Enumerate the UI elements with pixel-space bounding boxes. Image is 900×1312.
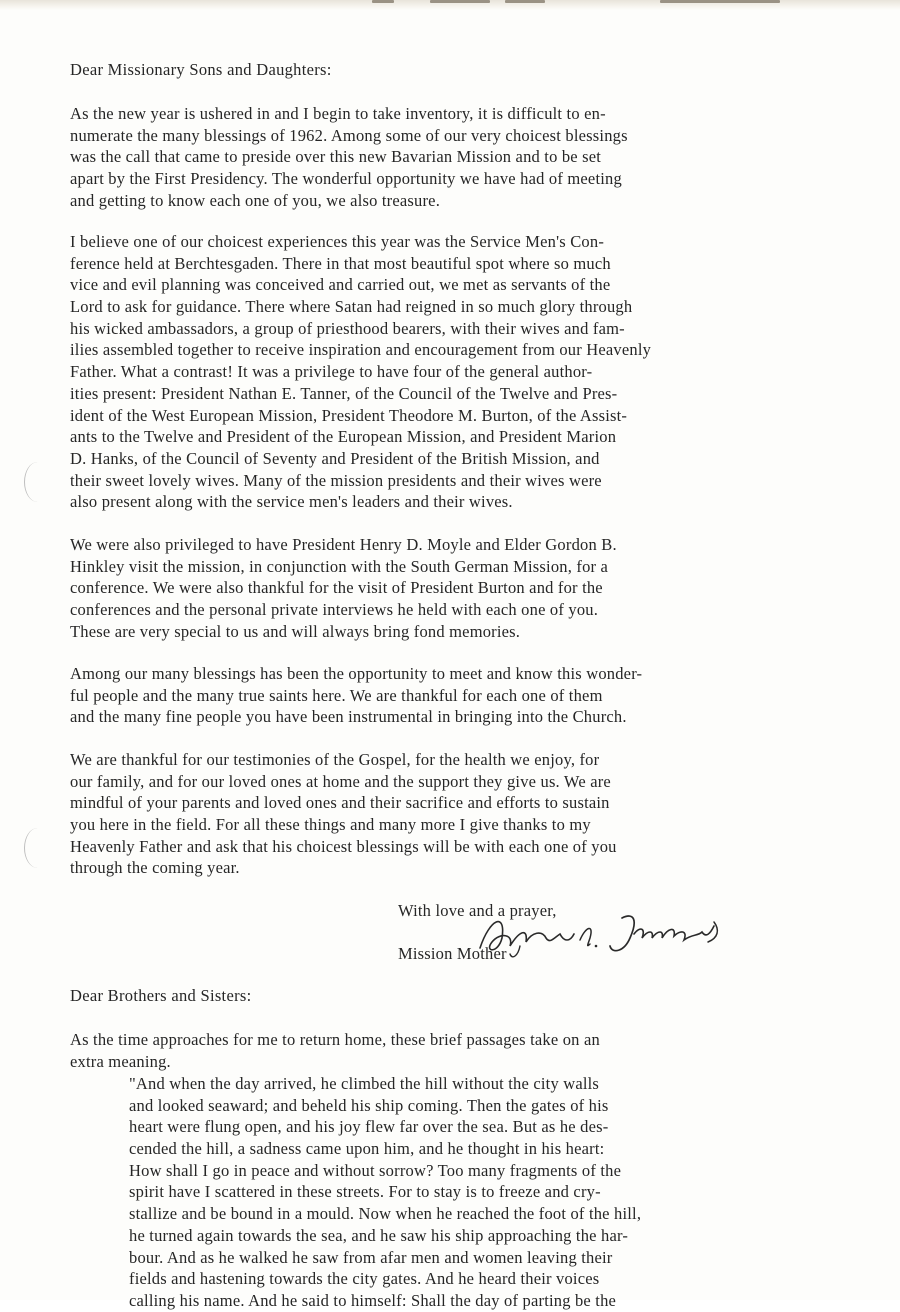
letter1-paragraph-4 bbox=[70, 663, 642, 728]
text-line: As the new year is ushered in and I begin to take inventory, it is difficult to en- bbox=[70, 104, 606, 123]
text-line: I believe one of our choicest experiences this year was the Service Men's Con- bbox=[70, 232, 605, 251]
letter1-paragraph-5 bbox=[70, 749, 617, 879]
punch-hole bbox=[24, 828, 51, 868]
letter2-greeting: Dear Brothers and Sisters: bbox=[70, 986, 252, 1005]
text-line: ilies assembled together to receive inspiration and encouragement from our Heavenly bbox=[70, 340, 652, 360]
text-line: Father. What a contrast! It was a privilege to have four of the general author- bbox=[70, 362, 593, 382]
text-line: "And when the day arrived, he climbed the hill without the city walls bbox=[129, 1074, 600, 1093]
text-line: spirit have I scattered in these streets. For to stay is to freeze and cry- bbox=[129, 1182, 601, 1202]
text-line: Among our many blessings has been the opportunity to meet and know this wonder- bbox=[70, 664, 643, 683]
text-line: vice and evil planning was conceived and carried out, we met as servants of the bbox=[70, 275, 611, 295]
signer-title: Mission Mother bbox=[398, 944, 507, 963]
text-line: Lord to ask for guidance. There where Satan had reigned in so much glory through bbox=[70, 297, 633, 317]
text-line: ference held at Berchtesgaden. There in that most beautiful spot where so much bbox=[70, 253, 611, 273]
top-edge-mark bbox=[505, 0, 545, 3]
text-line: also present along with the service men's leaders and their wives. bbox=[70, 492, 513, 512]
text-line: ities present: President Nathan E. Tanner, of the Council of the Twelve and Pres- bbox=[70, 383, 618, 403]
text-line: you here in the field. For all these things and many more I give thanks to my bbox=[70, 815, 591, 835]
text-line: We are thankful for our testimonies of the Gospel, for the health we enjoy, for bbox=[70, 750, 600, 769]
text-line: his wicked ambassadors, a group of priesthood bearers, with their wives and fam- bbox=[70, 318, 625, 338]
top-edge-mark bbox=[430, 0, 490, 3]
letter1-paragraph-1 bbox=[70, 103, 628, 211]
text-line: conferences and the personal private interviews he held with each one of you. bbox=[70, 600, 599, 620]
text-line: conference. We were also thankful for the visit of President Burton and for the bbox=[70, 578, 603, 598]
letter1-closing: With love and a prayer, bbox=[398, 901, 557, 920]
text-line: apart by the First Presidency. The wonderful opportunity we have had of meeting bbox=[70, 169, 622, 189]
letter2-quote bbox=[129, 1073, 641, 1312]
text-line: Heavenly Father and ask that his choicest blessings will be with each one of you bbox=[70, 836, 617, 856]
text-line: extra meaning. bbox=[70, 1051, 171, 1071]
letter1-paragraph-2 bbox=[70, 231, 651, 513]
text-line: mindful of your parents and loved ones and their sacrifice and efforts to sustain bbox=[70, 793, 610, 813]
text-line: ident of the West European Mission, President Theodore M. Burton, of the Assist- bbox=[70, 405, 628, 425]
text-line: numerate the many blessings of 1962. Among some of our very choicest blessings bbox=[70, 125, 628, 145]
letter2-intro bbox=[70, 1029, 600, 1072]
text-line: As the time approaches for me to return home, these brief passages take on an bbox=[70, 1030, 600, 1049]
text-line: and the many fine people you have been instrumental in bringing into the Church. bbox=[70, 707, 627, 727]
text-line: and looked seaward; and beheld his ship coming. Then the gates of his bbox=[129, 1095, 609, 1115]
top-edge-mark bbox=[372, 0, 394, 3]
text-line: heart were flung open, and his joy flew far over the sea. But as he des- bbox=[129, 1117, 609, 1137]
text-line: calling his name. And he said to himself: Shall the day of parting be the bbox=[129, 1290, 617, 1310]
text-line: We were also privileged to have President Henry D. Moyle and Elder Gordon B. bbox=[70, 535, 617, 554]
text-line: fields and hastening towards the city gates. And he heard their voices bbox=[129, 1269, 600, 1289]
top-edge-mark bbox=[660, 0, 780, 3]
text-line: ants to the Twelve and President of the European Mission, and President Marion bbox=[70, 427, 617, 447]
text-line: These are very special to us and will always bring fond memories. bbox=[70, 621, 521, 641]
text-line: ful people and the many true saints here. We are thankful for each one of them bbox=[70, 685, 603, 705]
text-line: How shall I go in peace and without sorrow? Too many fragments of the bbox=[129, 1160, 622, 1180]
text-line: and getting to know each one of you, we also treasure. bbox=[70, 190, 441, 210]
text-line: he turned again towards the sea, and he saw his ship approaching the har- bbox=[129, 1225, 629, 1245]
text-line: stallize and be bound in a mould. Now when he reached the foot of the hill, bbox=[129, 1204, 642, 1224]
text-line: cended the hill, a sadness came upon him, and he thought in his heart: bbox=[129, 1139, 605, 1159]
letter1-paragraph-3 bbox=[70, 534, 617, 642]
punch-hole bbox=[24, 462, 51, 502]
text-line: through the coming year. bbox=[70, 858, 240, 878]
letter1-greeting: Dear Missionary Sons and Daughters: bbox=[70, 60, 332, 79]
text-line: Hinkley visit the mission, in conjunction with the South German Mission, for a bbox=[70, 556, 609, 576]
text-line: D. Hanks, of the Council of Seventy and President of the British Mission, and bbox=[70, 448, 600, 468]
text-line: was the call that came to preside over this new Bavarian Mission and to be set bbox=[70, 147, 602, 167]
text-line: their sweet lovely wives. Many of the mission presidents and their wives were bbox=[70, 470, 602, 490]
text-line: our family, and for our loved ones at home and the support they give us. We are bbox=[70, 771, 611, 791]
text-line: bour. And as he walked he saw from afar men and women leaving their bbox=[129, 1247, 613, 1267]
